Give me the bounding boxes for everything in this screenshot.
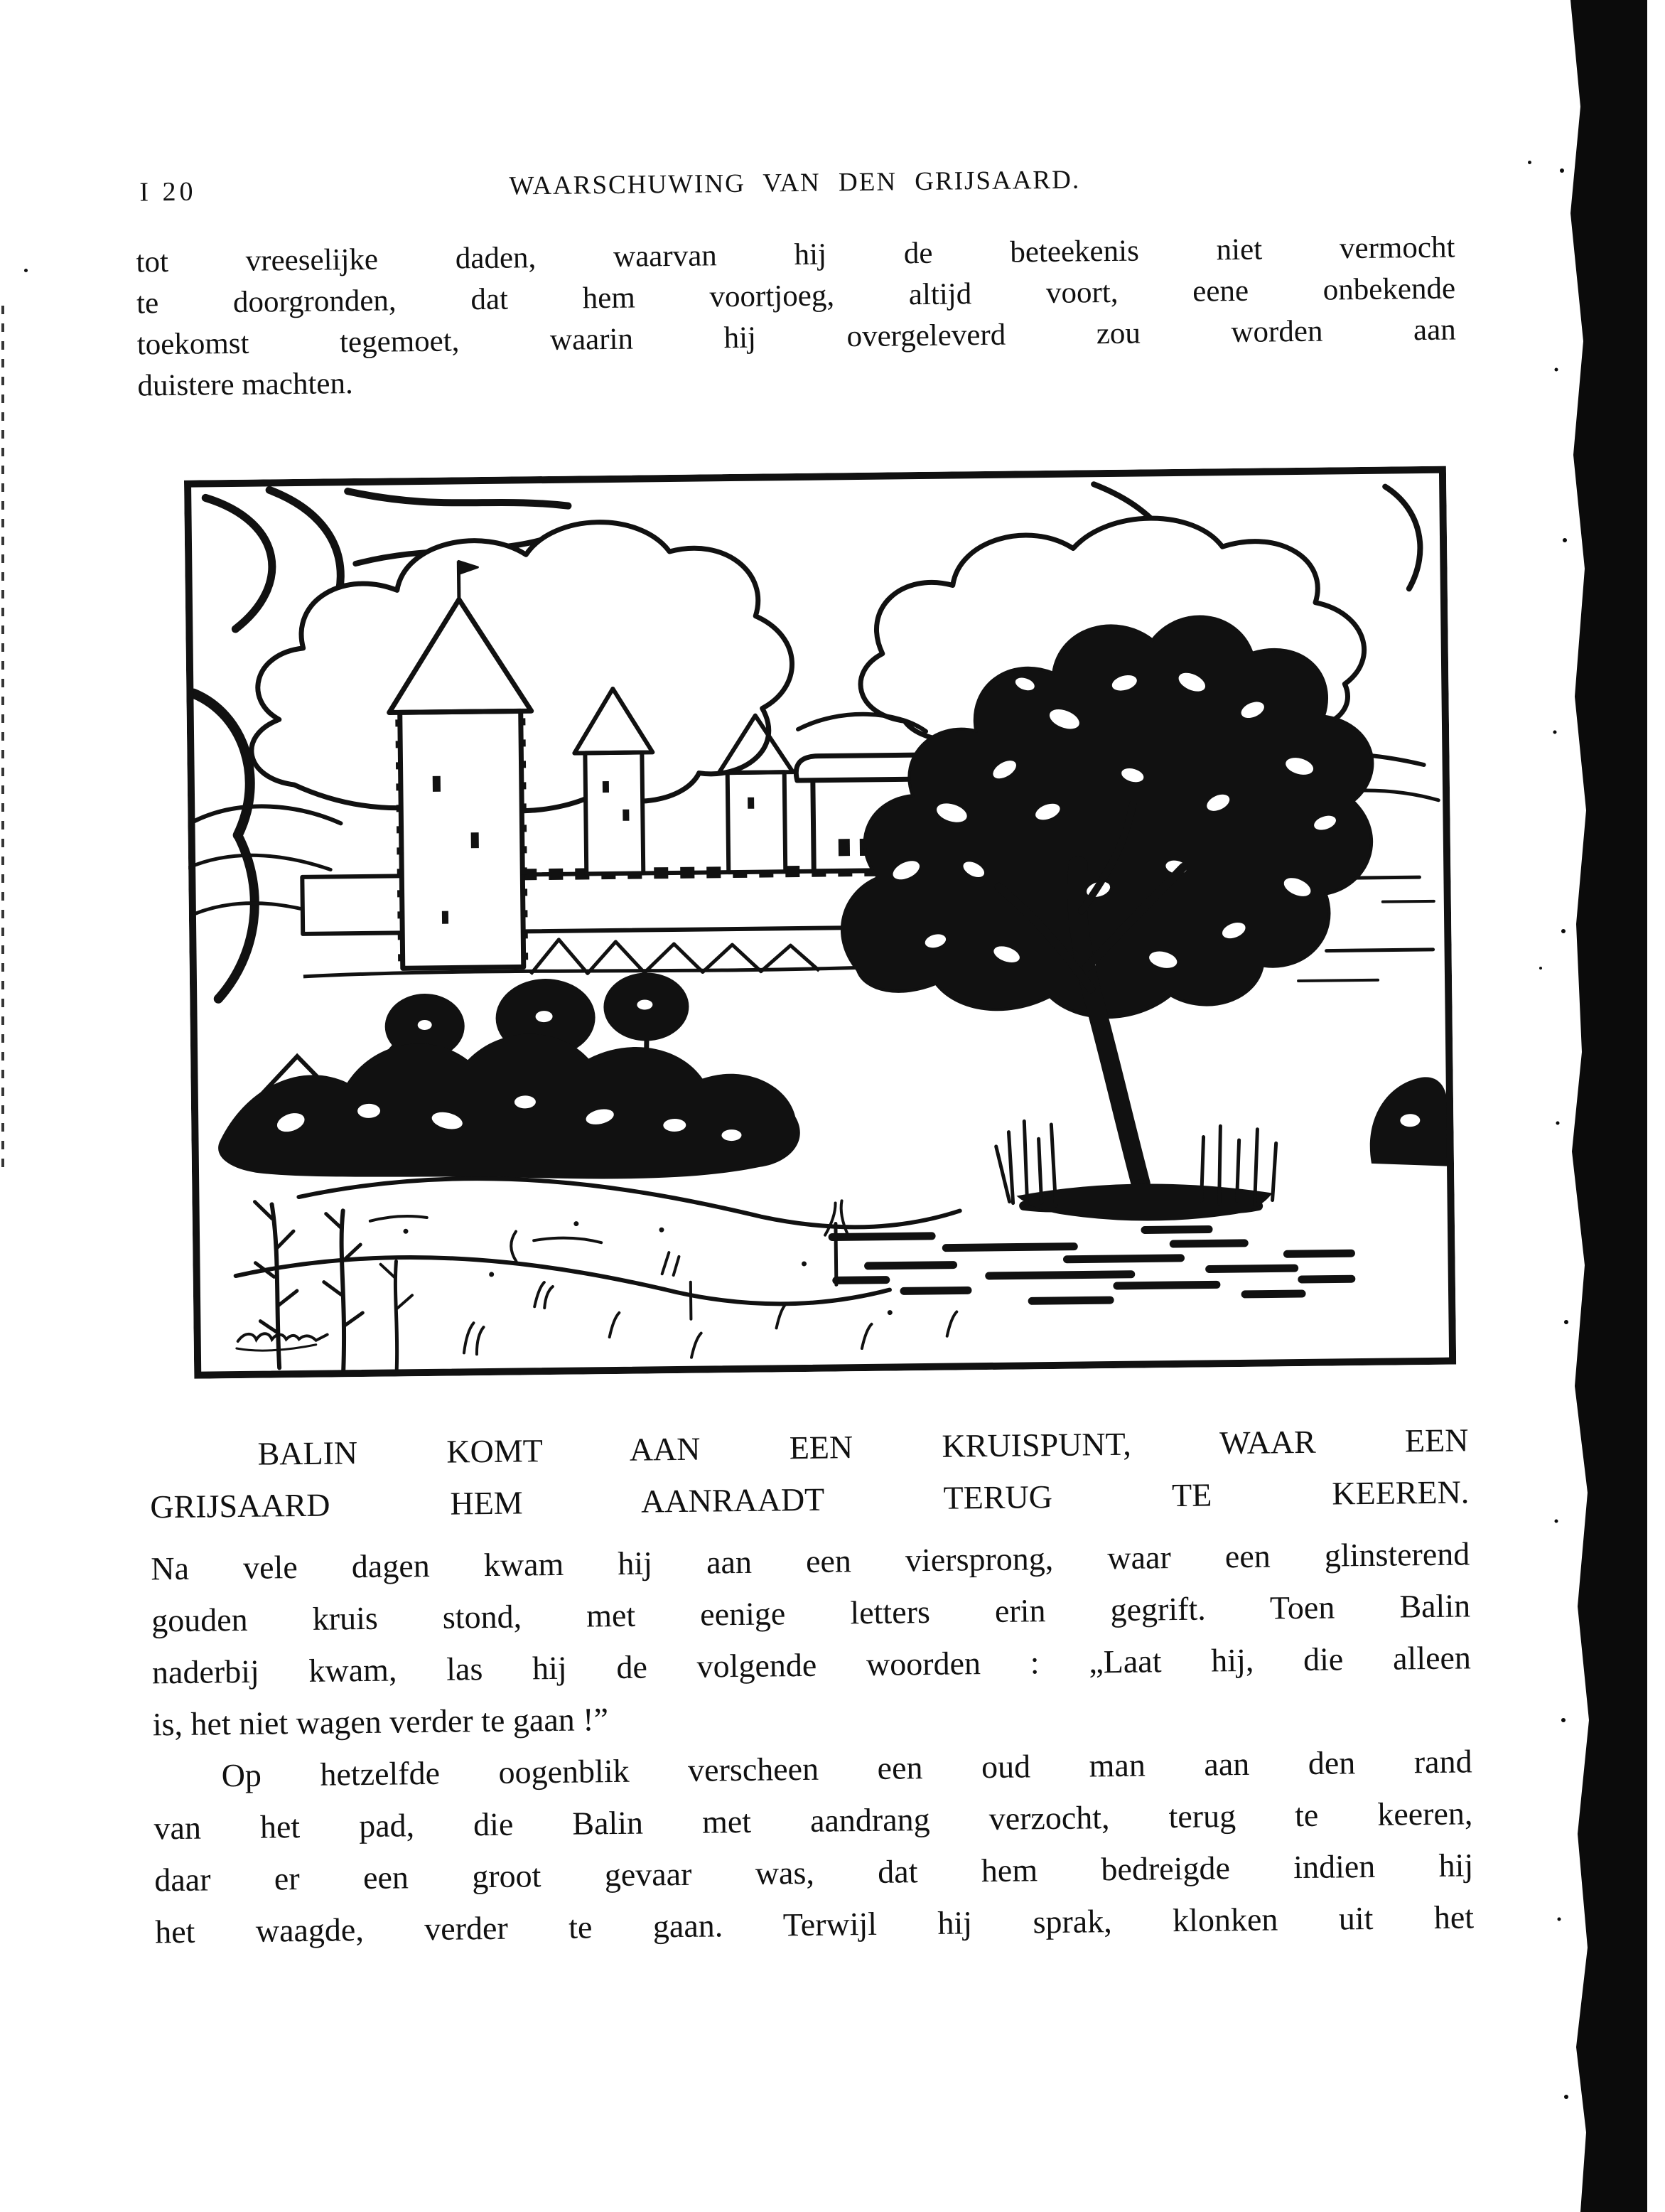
page-header [135,157,1454,206]
text-line: duistere machten. [137,367,353,403]
text-line: Na vele dagen kwam hij aan een viersprong, waar een glinsterend [151,1535,1470,1587]
text-line: is, het niet wagen verder te gaan !” [152,1701,609,1743]
body-paragraph-1 [151,1528,1472,1750]
running-title: WAARSCHUWING VAN DEN GRIJSAARD. [509,165,1081,201]
text-line: toekomst tegemoet, waarin hij overgeleverd zou worden aan [136,313,1456,362]
text-line: het waagde, verder te gaan. Terwijl hij sprak, klonken uit het [154,1899,1475,1950]
text-line: van het pad, die Balin met aandrang verzocht, terug te keeren, [153,1795,1473,1847]
text-line: naderbij kwam, las hij de volgende woorden : „Laat hij, die alleen [151,1639,1472,1691]
artist-signature [237,1333,328,1351]
text-line: GRIJSAARD HEM AANRAADT TERUG TE KEEREN. [150,1473,1470,1525]
page-content [135,157,1474,1958]
text-line: te doorgronden, dat hem voortjoeg, altijd voort, eene onbekende [136,272,1456,321]
castle-landscape-illustration [184,466,1456,1379]
ink-speck [24,269,28,272]
intro-paragraph [136,227,1457,407]
page-number: I 20 [139,176,197,208]
text-line: BALIN KOMT AAN EEN KRUISPUNT, WAAR EEN [257,1422,1469,1472]
text-line: tot vreeselijke daden, waarvan hij de beteekenis niet vermocht [136,230,1455,279]
scan-edge-artifact [1,306,4,1169]
section-heading [149,1414,1470,1532]
body-paragraph-2 [153,1735,1474,1958]
village-and-trees [216,971,800,1183]
scan-gutter-band [1492,0,1665,2212]
text-line: daar er een groot gevaar was, dat hem bedreigde indien hij [154,1847,1474,1899]
text-line: Op hetzelfde oogenblik verscheen een oud man aan den rand [221,1743,1472,1794]
illustration-figure [184,466,1456,1379]
text-line: gouden kruis stond, met eenige letters erin gegrift. Toen Balin [151,1587,1471,1639]
